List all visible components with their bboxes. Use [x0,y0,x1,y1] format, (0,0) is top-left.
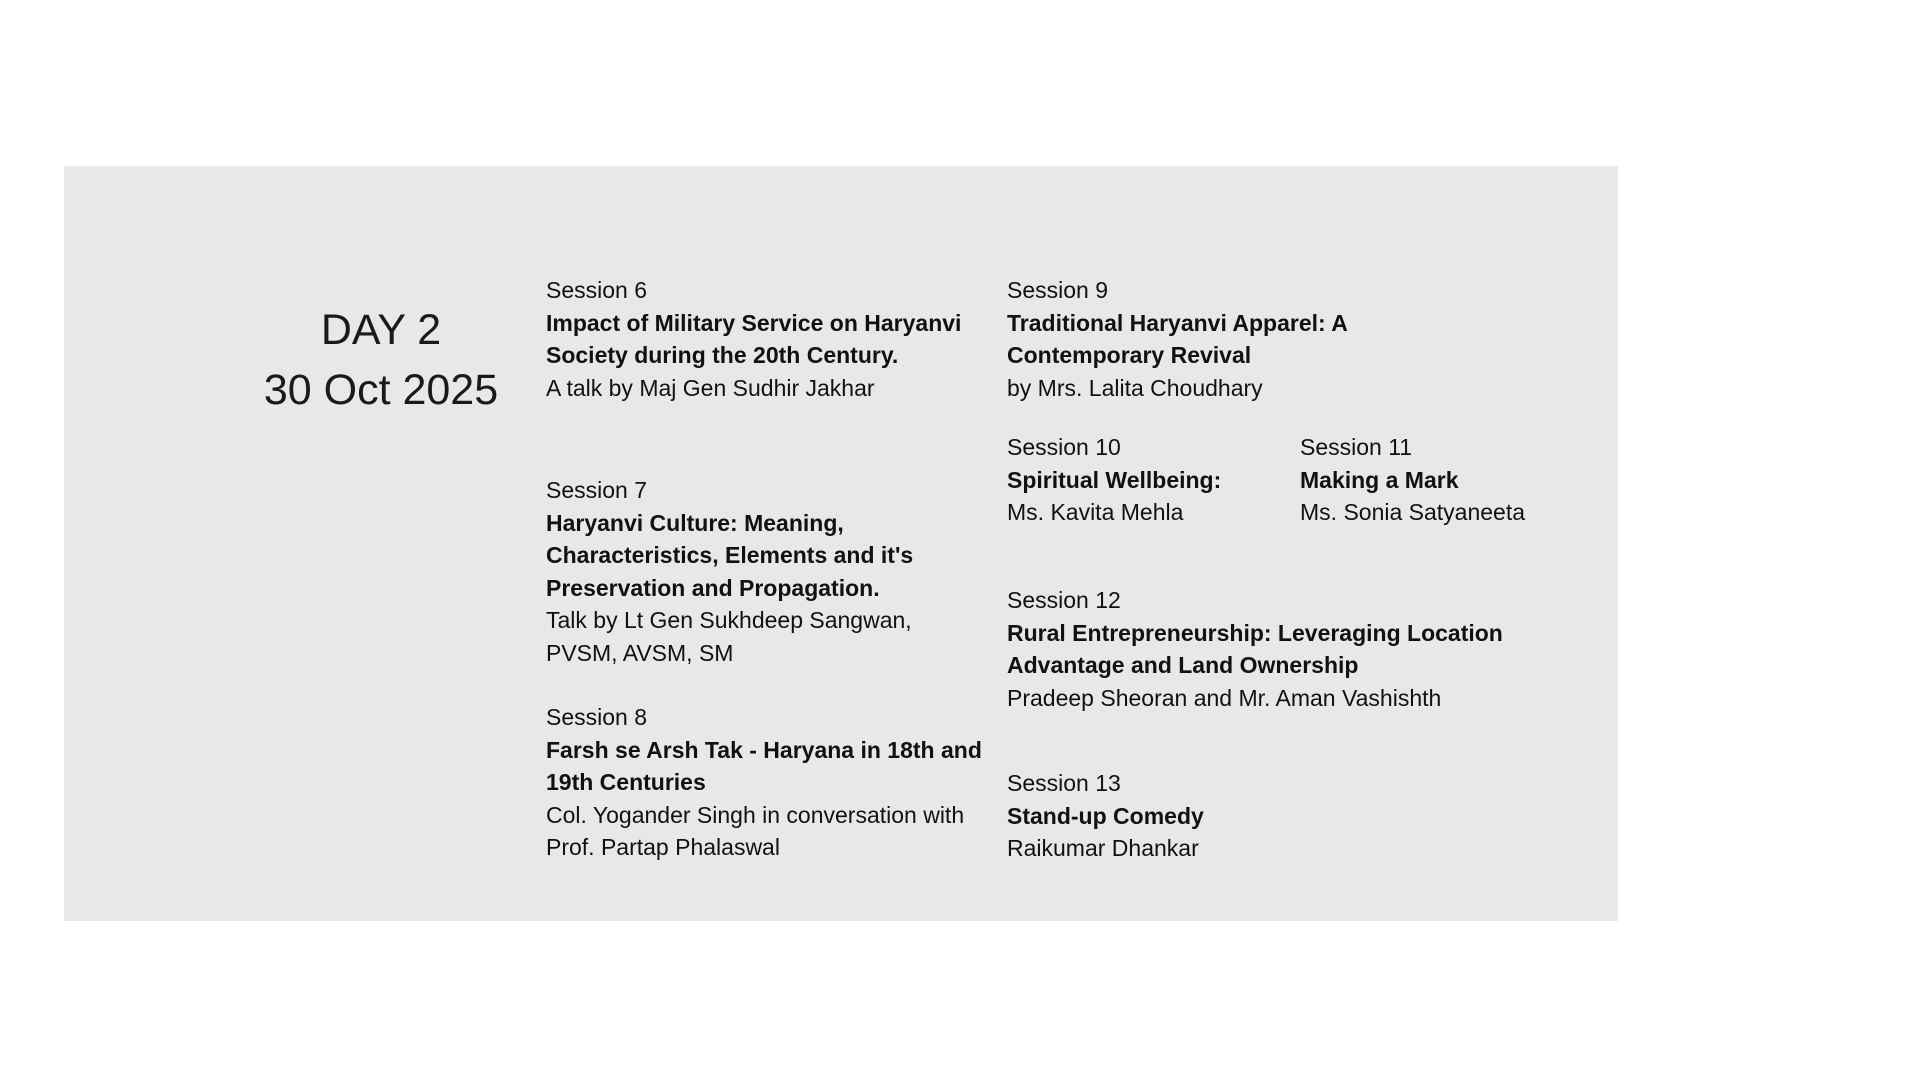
session-speaker: A talk by Maj Gen Sudhir Jakhar [546,374,875,401]
session-speaker: Talk by Lt Gen Sukhdeep Sangwan, PVSM, AVSM, SM [546,607,912,666]
session-title: Making a Mark [1300,466,1459,493]
session-title: Traditional Haryanvi Apparel: A Contemporary Revival [1007,309,1347,368]
day-date: 30 Oct 2025 [263,366,499,414]
session-label: Session 8 [546,704,648,730]
session-title: Haryanvi Culture: Meaning, Characteristics, Elements and it's Preservation and Propagation. [546,509,914,601]
session-title: Farsh se Arsh Tak - Haryana in 18th and 19th Centuries [546,736,982,795]
session-speaker: by Mrs. Lalita Choudhary [1007,374,1263,401]
session-title: Rural Entrepreneurship: Leveraging Location Advantage and Land Ownership [1007,619,1503,678]
session-speaker: Ms. Sonia Satyaneeta [1300,499,1526,525]
session-7 [546,474,986,669]
session-9 [1007,274,1427,404]
session-speaker: Raikumar Dhankar [1007,835,1199,861]
session-label: Session 13 [1007,770,1121,796]
session-speaker: Col. Yogander Singh in conversation with Prof. Partap Phalaswal [546,801,965,860]
session-12 [1007,584,1547,714]
session-11 [1300,431,1600,529]
session-8 [546,701,986,864]
session-speaker: Ms. Kavita Mehla [1007,499,1184,525]
session-6 [546,274,986,404]
session-label: Session 11 [1300,434,1413,460]
day-heading [236,300,526,420]
session-label: Session 12 [1007,587,1121,613]
session-10 [1007,431,1287,529]
session-label: Session 10 [1007,434,1121,460]
schedule-panel [64,166,1618,921]
session-13 [1007,767,1427,865]
day-label: DAY 2 [320,306,442,354]
session-label: Session 9 [1007,277,1109,303]
session-speaker: Pradeep Sheoran and Mr. Aman Vashishth [1007,684,1442,711]
session-title: Impact of Military Service on Haryanvi Society during the 20th Century. [546,309,962,368]
session-title: Stand-up Comedy [1007,802,1204,829]
session-label: Session 6 [546,277,648,303]
session-title: Spiritual Wellbeing: [1007,466,1222,493]
session-label: Session 7 [546,477,648,503]
